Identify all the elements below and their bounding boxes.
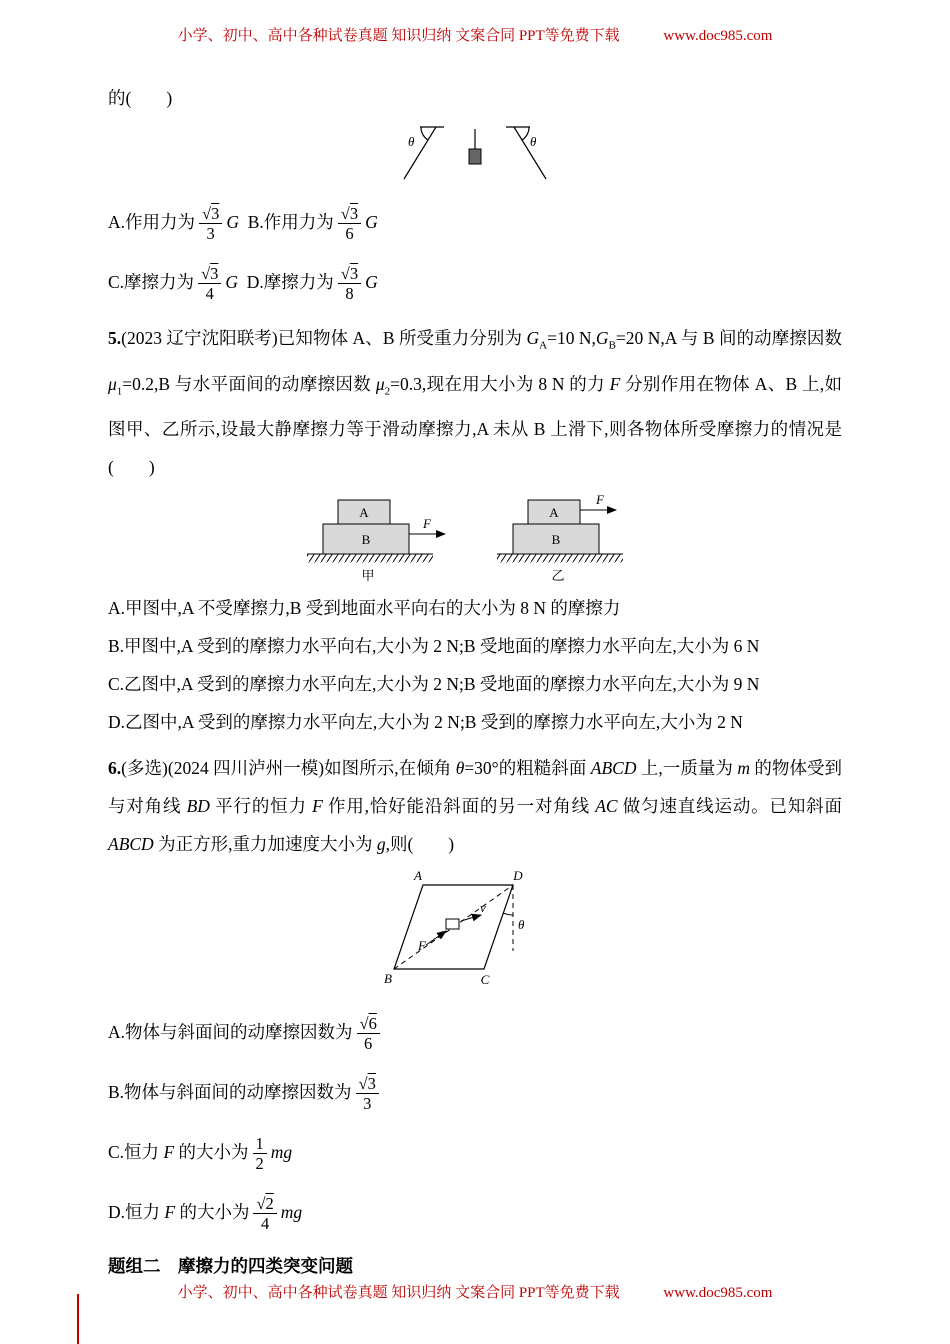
velocity-label: v [479,900,486,915]
footer-url-link[interactable]: www.doc985.com [663,1285,773,1301]
q4-figure-wrap [108,121,842,185]
theta-label-right: θ [530,134,537,149]
left-angle-arc [421,127,428,140]
subfigure-label-jia: 甲 [360,568,375,583]
q6-figure-wrap [108,867,842,995]
footer-text: 小学、初中、高中各种试卷真题 知识归纳 文案合同 PPT等免费下载 [177,1285,620,1301]
q4-options-cd: C.摩擦力为 $\frac{√3}{4}$ G D.摩擦力为 $\frac{√3}{8}$ G [108,264,378,304]
q5-option-c: C.乙图中,A 受到的摩擦力水平向左,大小为 2 N;B 受地面的摩擦力水平向左,大小为 9 N [108,674,760,694]
vertex-d-label: D [512,868,523,883]
page-margin-mark [77,1294,79,1344]
vertex-c-label: C [480,972,489,987]
force-arrow [426,931,446,945]
theta-arc [503,913,513,915]
q6-option-a: A.物体与斜面间的动摩擦因数为 $\frac{√6}{6}$ [108,1009,842,1055]
block-b-label-yi: B [551,532,560,547]
block-b-label-jia: B [361,532,370,547]
q6-stem: 6.(多选)(2024 四川泸州一模)如图所示,在倾角 θ=30°的粗糙斜面 ABCD 上,一质量为 m 的物体受到与对角线 BD 平行的恒力 F 作用,恰好能沿斜面的另一对角线 AC 做匀速直线运动。已知斜面 ABCD 为正方形,重力加速度大小为 g,则( ) [108,758,843,854]
theta-label-left: θ [408,134,415,149]
q6-option-c: C.恒力 F 的大小为 $\frac{1}{2}$ mg [108,1134,293,1174]
header-url-link[interactable]: www.doc985.com [663,28,773,44]
q5-option-b: B.甲图中,A 受到的摩擦力水平向右,大小为 2 N;B 受地面的摩擦力水平向左,大小为 6 N [108,636,760,656]
header-banner [0,0,950,45]
block-a-label-jia: A [358,505,369,520]
q6-option-b: B.物体与斜面间的动摩擦因数为 $\frac{√3}{3}$ [108,1069,842,1115]
velocity-arrow [461,915,481,921]
hanging-weight [469,149,481,164]
vertex-a-label: A [413,868,422,883]
q6-figure-incline [368,867,583,995]
section-heading: 题组二 摩擦力的四类突变问题 [108,1256,353,1276]
force-label-yi: F [595,492,604,507]
force-label-jia: F [422,516,431,531]
q5-option-d: D.乙图中,A 受到的摩擦力水平向左,大小为 2 N;B 受到的摩擦力水平向左,大小为 2 N [108,712,743,732]
force-label: F [417,938,426,953]
q5-stem: 5.(2023 辽宁沈阳联考)已知物体 A、B 所受重力分别为 $G_A=10$ $N,G_B=20$ N,A 与 B 间的动摩擦因数 $\mu_1=0.2,B$ 与水平面间的动摩擦因数 $\mu_2=0.3$,现在用大小为 8 N 的力 F 分别作用在物体 A、B 上,如图甲、乙所示,设最大静摩擦力等于滑动摩擦力,A 未从 B 上滑下,则各物体所受摩擦力的情况是( ) [108,328,843,477]
theta-label: θ [517,917,524,932]
q5-figure-wrap [108,490,842,585]
right-angle-arc [522,127,529,140]
ground-hatch-jia [307,555,433,563]
subfigure-yi [497,492,623,583]
subfigure-label-yi: 乙 [550,568,565,583]
block-a-label-yi: A [548,505,559,520]
page-content [0,79,950,1278]
q5-option-a: A.甲图中,A 不受摩擦力,B 受到地面水平向右的大小为 8 N 的摩擦力 [108,598,621,618]
q4-figure-hanging-weight [380,121,570,185]
footer-banner [0,1281,950,1302]
q6-option-d: D.恒力 F 的大小为 $\frac{√2}{4}$ mg [108,1194,303,1234]
q4-options-ab: A.作用力为 $\frac{√3}{3}$ G B.作用力为 $\frac{√3}{6}$ G [108,204,378,244]
q5-figure-blocks [303,490,648,585]
vertex-b-label: B [383,971,392,986]
object-block [446,919,459,929]
ground-hatch-yi [497,555,623,563]
header-text: 小学、初中、高中各种试卷真题 知识归纳 文案合同 PPT等免费下载 [177,28,620,44]
subfigure-jia [307,500,445,583]
q4-question-tail: 的( ) [108,88,173,108]
